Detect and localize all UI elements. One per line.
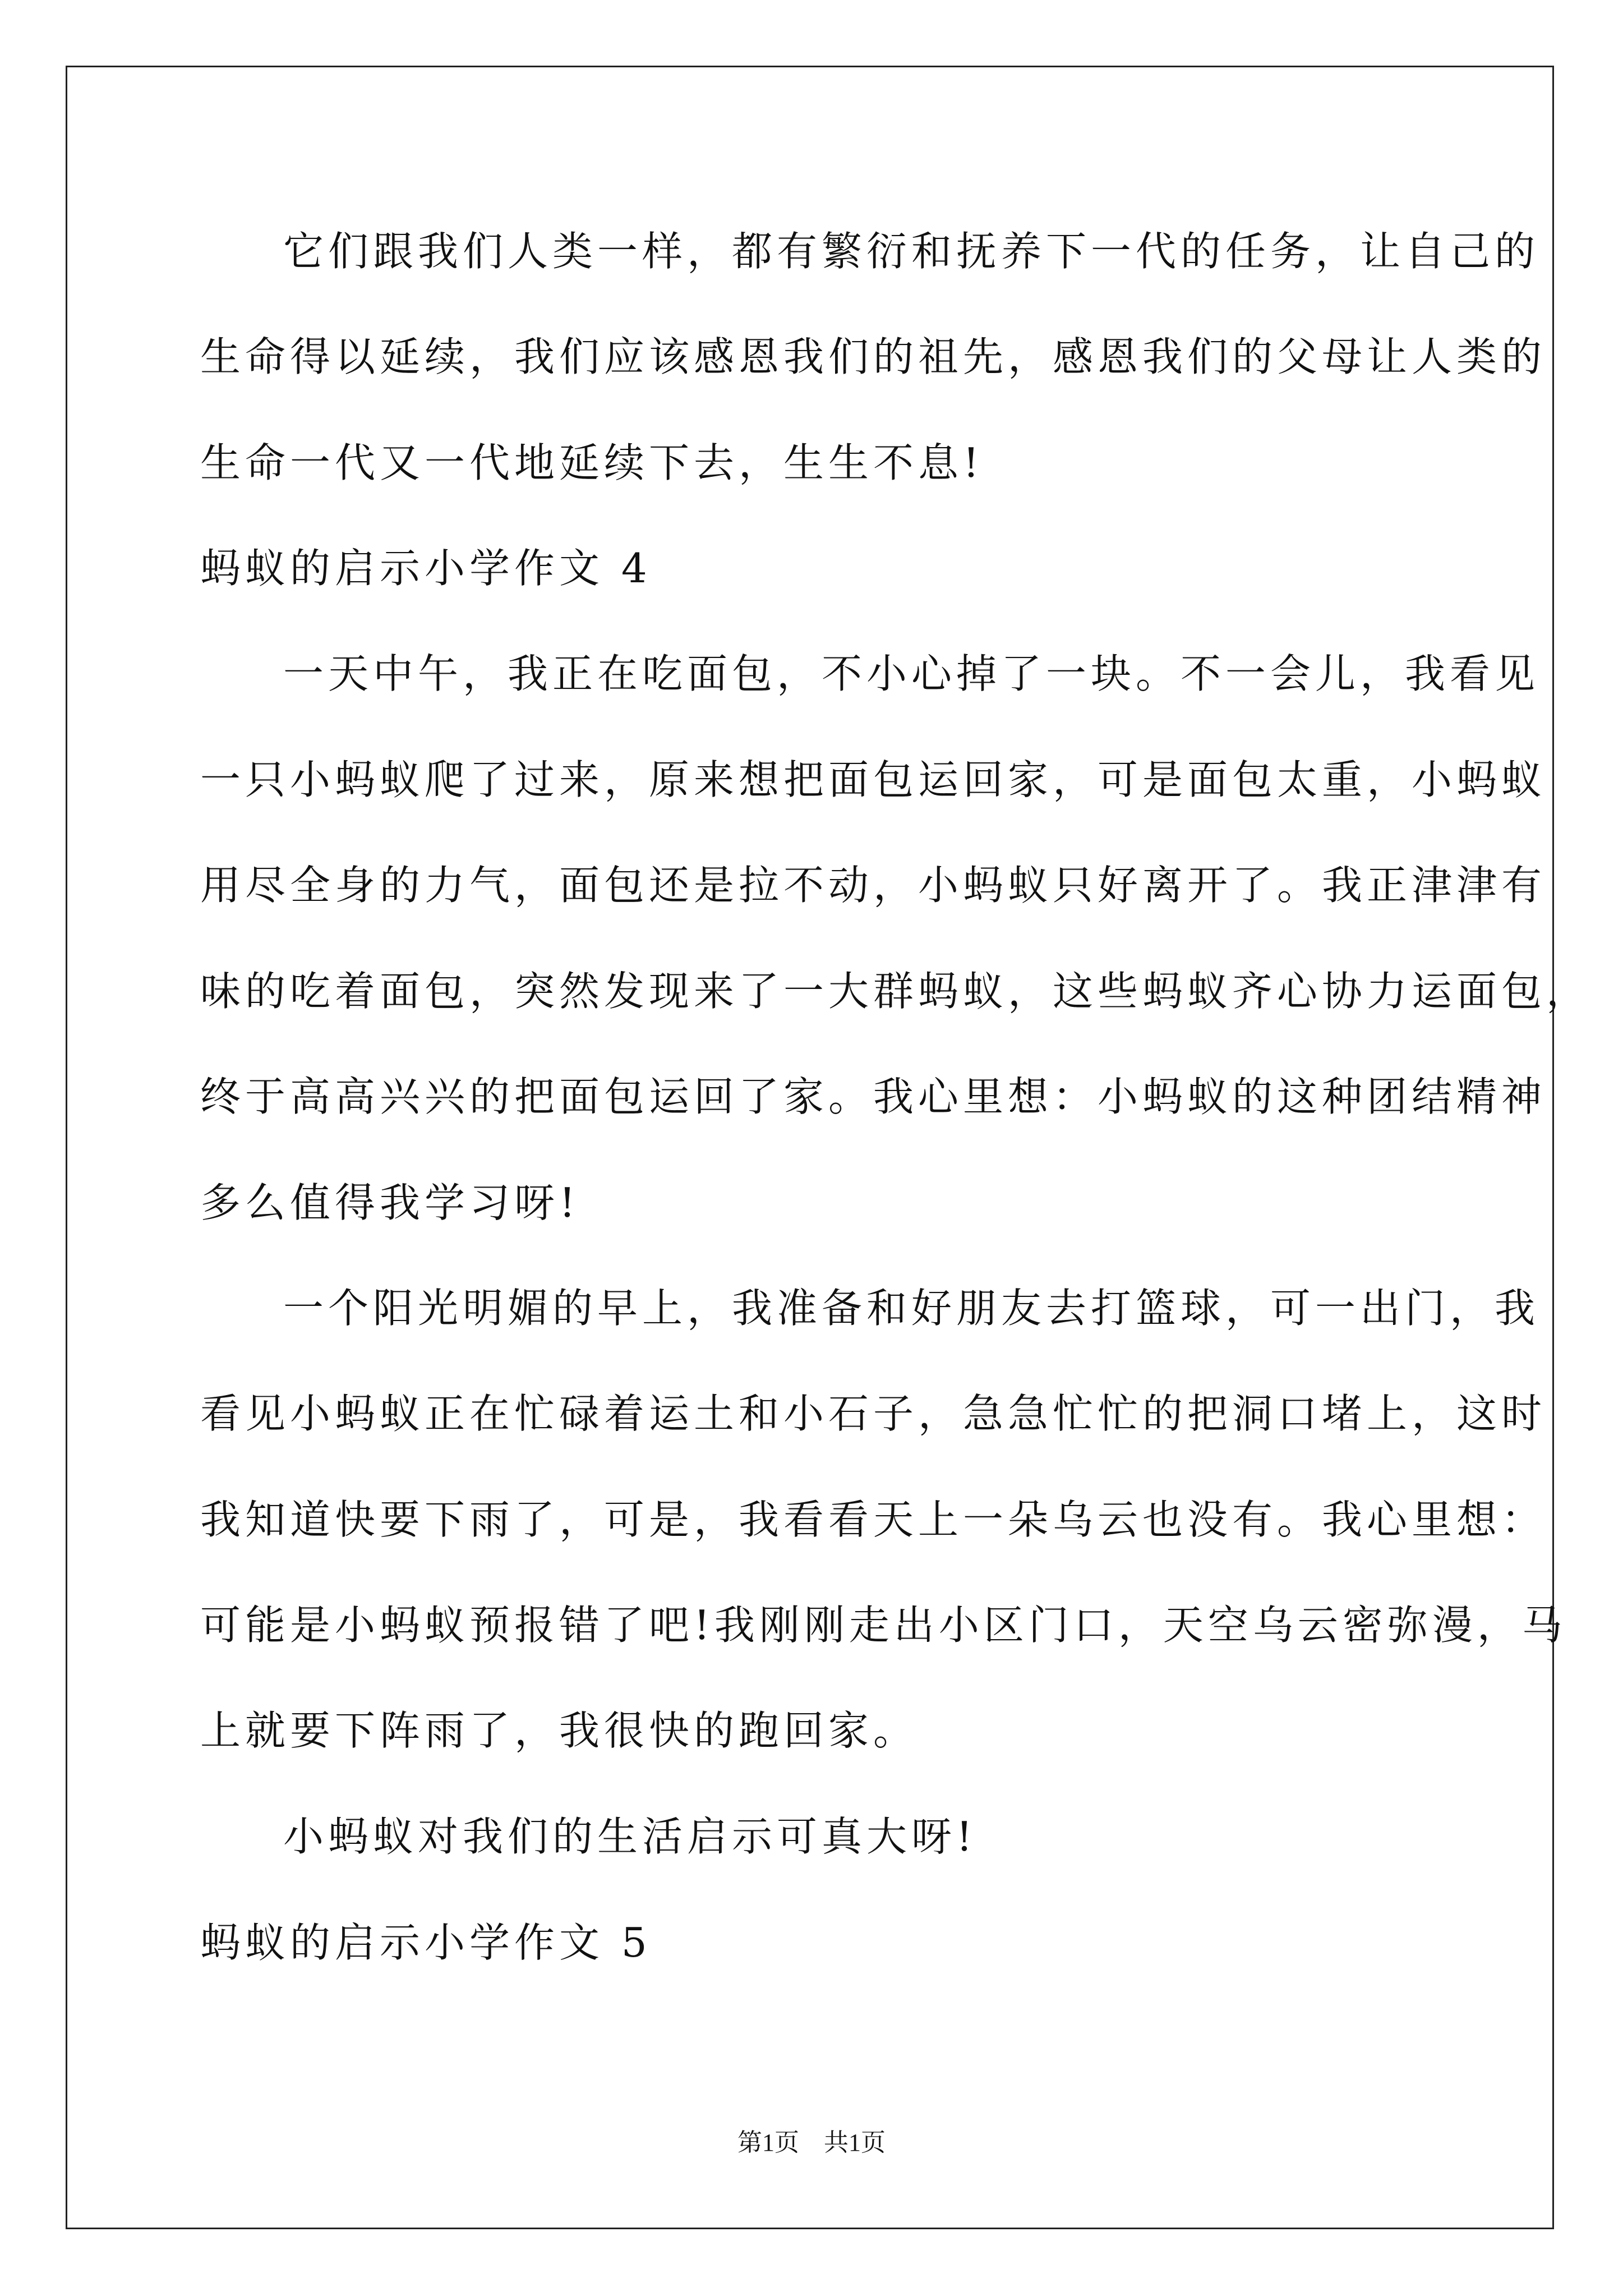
- section-heading: 蚂蚁的启示小学作文 4: [200, 545, 652, 592]
- paragraph-line: 多么值得我学习呀!: [200, 1179, 580, 1226]
- paragraph-line: 看见小蚂蚁正在忙碌着运土和小石子，急急忙忙的把洞口堵上，这时: [200, 1390, 1547, 1437]
- section-heading: 蚂蚁的启示小学作文 5: [200, 1919, 652, 1966]
- paragraph-line: 我知道快要下雨了，可是，我看看天上一朵乌云也没有。我心里想：: [200, 1496, 1547, 1543]
- paragraph-line: 终于高高兴兴的把面包运回了家。我心里想：小蚂蚁的这种团结精神: [200, 1073, 1547, 1120]
- paragraph-line: 用尽全身的力气，面包还是拉不动，小蚂蚁只好离开了。我正津津有: [200, 862, 1547, 909]
- paragraph-line: 一天中午，我正在吃面包，不小心掉了一块。不一会儿，我看见: [283, 650, 1540, 697]
- page-footer: 第1页 共1页: [737, 2129, 886, 2156]
- paragraph-line: 一只小蚂蚁爬了过来，原来想把面包运回家，可是面包太重，小蚂蚁: [200, 756, 1547, 803]
- page-border: [66, 66, 1554, 2229]
- paragraph-line: 它们跟我们人类一样，都有繁衍和抚养下一代的任务，让自己的: [283, 228, 1540, 275]
- paragraph-line: 上就要下阵雨了，我很快的跑回家。: [200, 1707, 919, 1754]
- paragraph-line: 小蚂蚁对我们的生活启示可真大呀!: [283, 1813, 977, 1860]
- paragraph-line: 生命一代又一代地延续下去，生生不息!: [200, 439, 984, 486]
- paragraph-line: 味的吃着面包，突然发现来了一大群蚂蚁，这些蚂蚁齐心协力运面包，: [200, 968, 1592, 1015]
- paragraph-line: 可能是小蚂蚁预报错了吧!我刚刚走出小区门口，天空乌云密弥漫，马: [200, 1602, 1567, 1649]
- paragraph-line: 生命得以延续，我们应该感恩我们的祖先，感恩我们的父母让人类的: [200, 333, 1547, 380]
- paragraph-line: 一个阳光明媚的早上，我准备和好朋友去打篮球，可一出门，我: [283, 1285, 1540, 1332]
